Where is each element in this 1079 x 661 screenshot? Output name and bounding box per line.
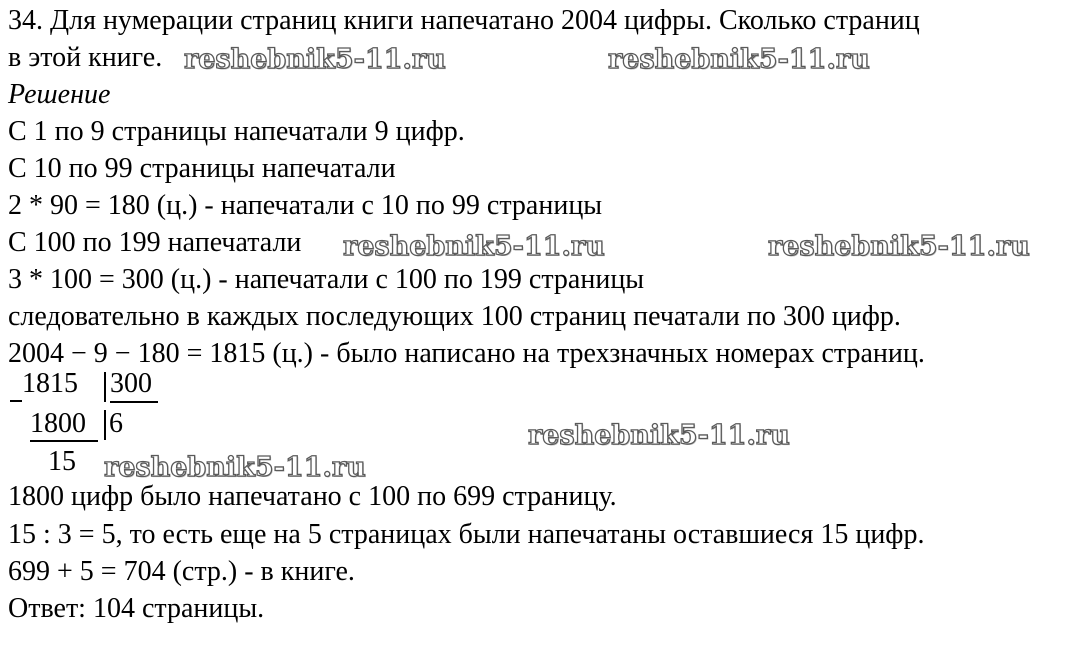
division-bar-top <box>104 372 106 402</box>
division-quotient: 6 <box>109 408 123 439</box>
solution-line-4: С 100 по 199 напечатали <box>8 227 302 258</box>
solution-line-8: 1800 цифр было напечатано с 100 по 699 страницу. <box>8 481 617 512</box>
solution-line-10: 699 + 5 = 704 (стр.) - в книге. <box>8 556 355 587</box>
problem-statement-line-2: в этой книге. <box>8 42 163 73</box>
division-product: 1800 <box>30 408 86 439</box>
division-minus-sign <box>10 400 22 402</box>
solution-line-6: следовательно в каждых последующих 100 страниц печатали по 300 цифр. <box>8 301 901 332</box>
division-divisor: 300 <box>110 368 152 399</box>
watermark-text: reshebnik5-11.ru <box>768 231 1030 262</box>
solution-line-7: 2004 − 9 − 180 = 1815 (ц.) - было написано на трехзначных номерах страниц. <box>8 338 925 369</box>
division-product-underline <box>30 440 98 442</box>
watermark-text: reshebnik5-11.ru <box>184 44 446 75</box>
division-divisor-underline <box>110 401 158 403</box>
solution-line-2: С 10 по 99 страницы напечатали <box>8 153 396 184</box>
division-bar-bottom <box>104 410 106 440</box>
division-dividend: 1815 <box>22 368 78 399</box>
answer-line: Ответ: 104 страницы. <box>8 593 265 624</box>
solution-line-9: 15 : 3 = 5, то есть еще на 5 страницах были напечатаны оставшиеся 15 цифр. <box>8 519 925 550</box>
division-remainder: 15 <box>48 446 76 477</box>
watermark-text: reshebnik5-11.ru <box>343 231 605 262</box>
problem-statement-line-1: 34. Для нумерации страниц книги напечатано 2004 цифры. Сколько страниц <box>8 5 920 36</box>
watermark-text: reshebnik5-11.ru <box>104 452 366 483</box>
watermark-text: reshebnik5-11.ru <box>528 420 790 451</box>
solution-line-5: 3 * 100 = 300 (ц.) - напечатали с 100 по 199 страницы <box>8 264 645 295</box>
watermark-text: reshebnik5-11.ru <box>608 44 870 75</box>
solution-line-3: 2 * 90 = 180 (ц.) - напечатали с 10 по 99 страницы <box>8 190 603 221</box>
solution-line-1: С 1 по 9 страницы напечатали 9 цифр. <box>8 116 465 147</box>
solution-heading: Решение <box>8 79 111 110</box>
